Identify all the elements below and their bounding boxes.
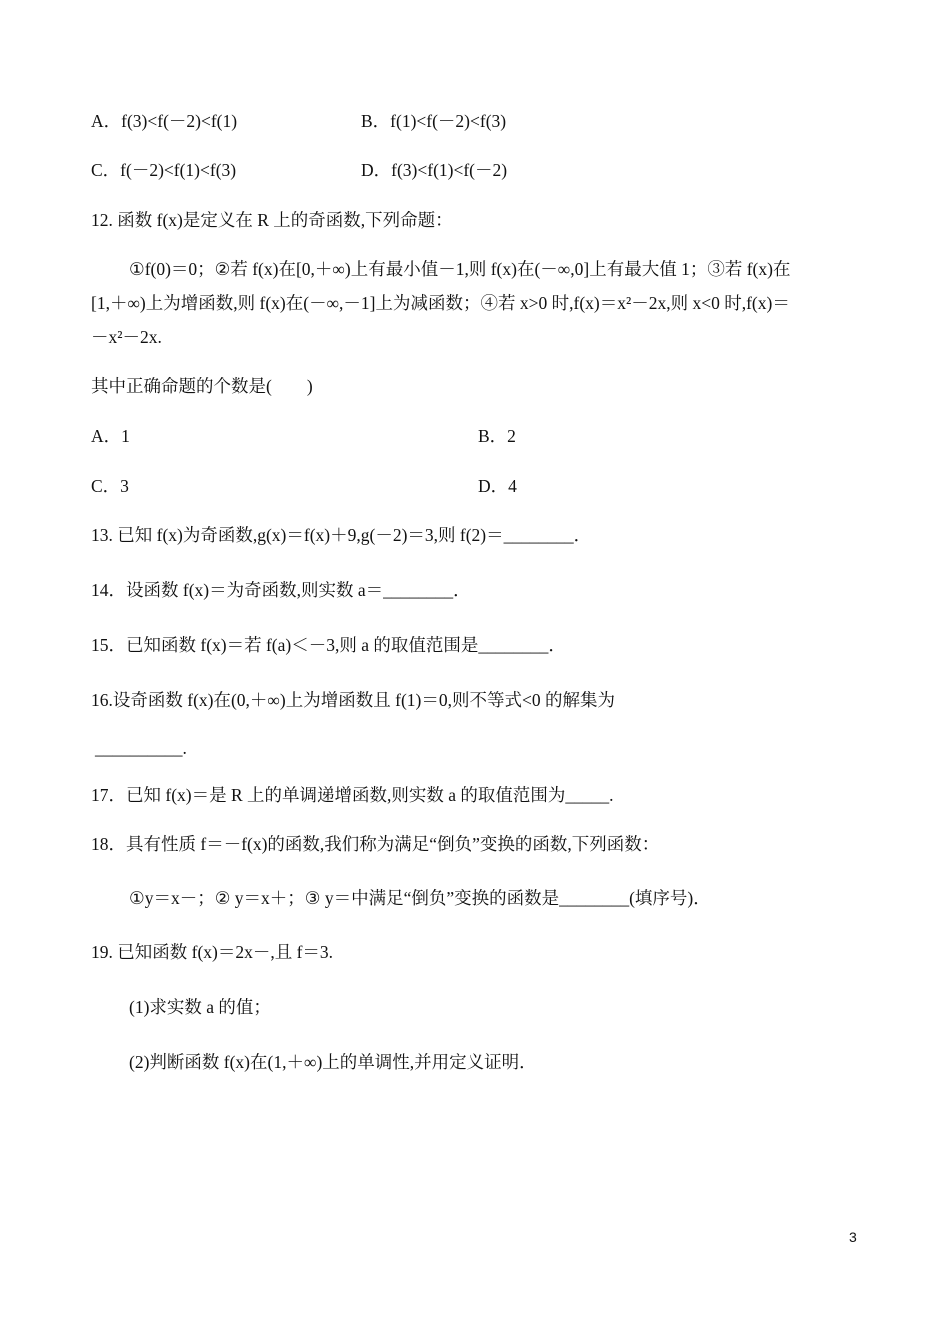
line-q11-options-cd-d: D．f(3)<f(1)<f(－2) <box>361 160 508 180</box>
line-q12-opt-c: C．3 <box>91 476 129 496</box>
line-q17: 17．已知 f(x)＝是 R 上的单调递增函数,则实数 a 的取值范围为_____. <box>91 785 614 805</box>
line-q11-options-ab-a: A．f(3)<f(－2)<f(1) <box>91 111 238 131</box>
line-q18-items: ①y＝x－；② y＝x＋；③ y＝中满足“倒负”变换的函数是________(填序号)． <box>129 888 711 908</box>
line-q11-options-cd-c: C．f(－2)<f(1)<f(3) <box>91 160 237 180</box>
line-q18-stem: 18．具有性质 f＝－f(x)的函数,我们称为满足“倒负”变换的函数,下列函数： <box>91 834 660 854</box>
line-q13: 13. 已知 f(x)为奇函数,g(x)＝f(x)＋9,g(－2)＝3,则 f(2)＝________． <box>91 525 592 545</box>
line-q12-prop-1: ①f(0)＝0；②若 f(x)在[0,＋∞)上有最小值－1,则 f(x)在(－∞,0]上有最大值 1；③若 f(x)在 <box>129 259 791 279</box>
line-q12-opt-b: B．2 <box>478 426 516 446</box>
line-q19-stem: 19. 已知函数 f(x)＝2x－,且 f＝3. <box>91 942 334 962</box>
line-q14: 14．设函数 f(x)＝为奇函数,则实数 a＝________． <box>91 580 471 600</box>
line-q16-line-2: __________. <box>95 738 187 758</box>
line-q12-prop-2: [1,＋∞)上为增函数,则 f(x)在(－∞,－1]上为减函数；④若 x>0 时,f(x)＝x²－2x,则 x<0 时,f(x)＝ <box>91 293 790 313</box>
line-q12-opt-a: A．1 <box>91 426 130 446</box>
page-number: 3 <box>849 1229 857 1245</box>
line-q19-part-1: (1)求实数 a 的值； <box>129 997 271 1017</box>
line-q12-question: 其中正确命题的个数是( ) <box>91 376 313 396</box>
line-q12-opt-d: D．4 <box>478 476 517 496</box>
line-q16-line-1: 16.设奇函数 f(x)在(0,＋∞)上为增函数且 f(1)＝0,则不等式<0 的解集为 <box>91 690 615 710</box>
line-q19-part-2: (2)判断函数 f(x)在(1,＋∞)上的单调性,并用定义证明． <box>129 1052 537 1072</box>
line-q12-stem: 12. 函数 f(x)是定义在 R 上的奇函数,下列命题： <box>91 210 453 230</box>
line-q11-options-ab-b: B．f(1)<f(－2)<f(3) <box>361 111 507 131</box>
line-q12-prop-3: －x²－2x. <box>91 327 162 347</box>
line-q15: 15．已知函数 f(x)＝若 f(a)＜－3,则 a 的取值范围是________． <box>91 635 566 655</box>
